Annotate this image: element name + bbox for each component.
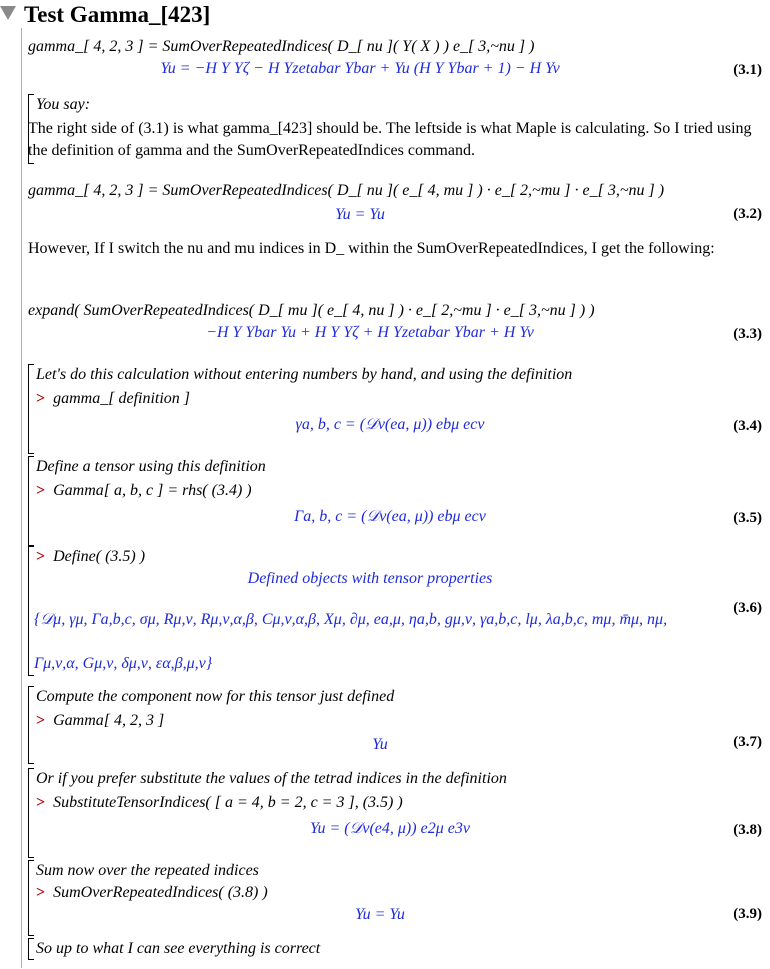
text-bracket-final — [28, 938, 29, 960]
label-3-6: (3.6) — [733, 600, 762, 616]
input-3-4[interactable]: gamma_[ definition ] — [53, 390, 191, 407]
label-3-7: (3.7) — [733, 734, 762, 750]
text-3-4: Let's do this calculation without entering numbers by hand, and using the definition — [36, 366, 573, 383]
output-3-6-title: Defined objects with tensor properties — [247, 570, 493, 587]
prompt-icon: > — [36, 794, 46, 811]
prompt-icon: > — [36, 712, 46, 729]
label-3-9: (3.9) — [733, 906, 762, 922]
output-3-1: Yu = −H Y Yζ − H Yzetabar Ybar + Yu (H Y Ybar + 1) − H Yv — [160, 60, 560, 77]
input-3-6[interactable]: Define( (3.5) ) — [53, 548, 146, 565]
label-3-3: (3.3) — [733, 326, 762, 342]
group-bracket-3-5 — [28, 456, 29, 546]
input-3-2[interactable]: gamma_[ 4, 2, 3 ] = SumOverRepeatedIndices( D_[ nu ]( e_[ 4, mu ] ) · e_[ 2,~mu ] · e_[ 3,~nu ] ) — [28, 182, 665, 199]
output-3-7: Yu — [372, 736, 388, 753]
label-3-8: (3.8) — [733, 822, 762, 838]
input-3-7[interactable]: Gamma[ 4, 2, 3 ] — [53, 712, 165, 729]
group-bracket-3-8 — [28, 768, 29, 858]
group-bracket-3-7 — [28, 686, 29, 764]
output-3-2: Yu = Yu — [335, 206, 385, 223]
label-3-4: (3.4) — [733, 418, 762, 434]
group-bracket-3-4 — [28, 364, 29, 454]
text-final: So up to what I can see everything is correct — [36, 940, 321, 957]
output-3-4: γa, b, c = (𝒟ν(ea, μ)) ebμ ecν — [295, 416, 485, 433]
output-3-9: Yu = Yu — [355, 906, 405, 923]
input-3-1[interactable]: gamma_[ 4, 2, 3 ] = SumOverRepeatedIndices( D_[ nu ]( Y( X ) ) e_[ 3,~nu ] ) — [28, 38, 535, 55]
collapse-triangle-icon[interactable] — [0, 6, 16, 20]
text-3-5: Define a tensor using this definition — [36, 458, 266, 475]
text-explanation: The right side of (3.1) is what gamma_[423] should be. The leftside is what Maple is calculating. So I tried using the definition of gamma and the SumOverRepeatedIndices command. — [28, 120, 752, 159]
group-bracket-3-6 — [28, 546, 29, 676]
label-3-2: (3.2) — [733, 206, 762, 222]
text-3-9: Sum now over the repeated indices — [36, 862, 259, 879]
input-3-8[interactable]: SubstituteTensorIndices( [ a = 4, b = 2, c = 3 ], (3.5) ) — [53, 794, 403, 811]
output-3-6: {𝒟μ, γμ, Γa,b,c, σμ, Rμ,ν, Rμ,ν,α,β, Cμ,ν,α,β, Xμ, ∂μ, ea,μ, ηa,b, gμ,ν, γa,b,c, lμ, λa,b,c, mμ, m̄μ, nμ, Γμ,ν,α, Gμ,ν, δμ,ν, εα,β,μ,ν} — [34, 611, 668, 672]
output-3-8: Yu = (𝒟ν(e4, μ)) e2μ e3ν — [310, 820, 470, 837]
prompt-icon: > — [36, 548, 46, 565]
output-3-5: Γa, b, c = (𝒟ν(ea, μ)) ebμ ecν — [294, 508, 486, 525]
prompt-icon: > — [36, 884, 46, 901]
label-3-5: (3.5) — [733, 510, 762, 526]
input-3-3[interactable]: expand( SumOverRepeatedIndices( D_[ mu ]( e_[ 4, nu ] ) · e_[ 2,~mu ] · e_[ 3,~nu ] ) ) — [28, 302, 595, 319]
input-3-5[interactable]: Gamma[ a, b, c ] = rhs( (3.4) ) — [53, 482, 252, 499]
group-bracket-3-9 — [28, 860, 29, 936]
section-bar — [21, 28, 22, 968]
output-3-3: −H Y Ybar Yu + H Y Yζ + H Yzetabar Ybar + H Yv — [206, 324, 534, 341]
label-3-1: (3.1) — [733, 62, 762, 78]
section-title: Test Gamma_[423] — [24, 2, 211, 27]
text-you-say: You say: — [36, 96, 91, 113]
text-3-8: Or if you prefer substitute the values of the tetrad indices in the definition — [36, 770, 507, 787]
input-3-9[interactable]: SumOverRepeatedIndices( (3.8) ) — [53, 884, 268, 901]
text-however: However, If I switch the nu and mu indices in D_ within the SumOverRepeatedIndices, I get the following: — [28, 240, 715, 257]
prompt-icon: > — [36, 390, 46, 407]
text-3-7: Compute the component now for this tensor just defined — [36, 688, 395, 705]
prompt-icon: > — [36, 482, 46, 499]
